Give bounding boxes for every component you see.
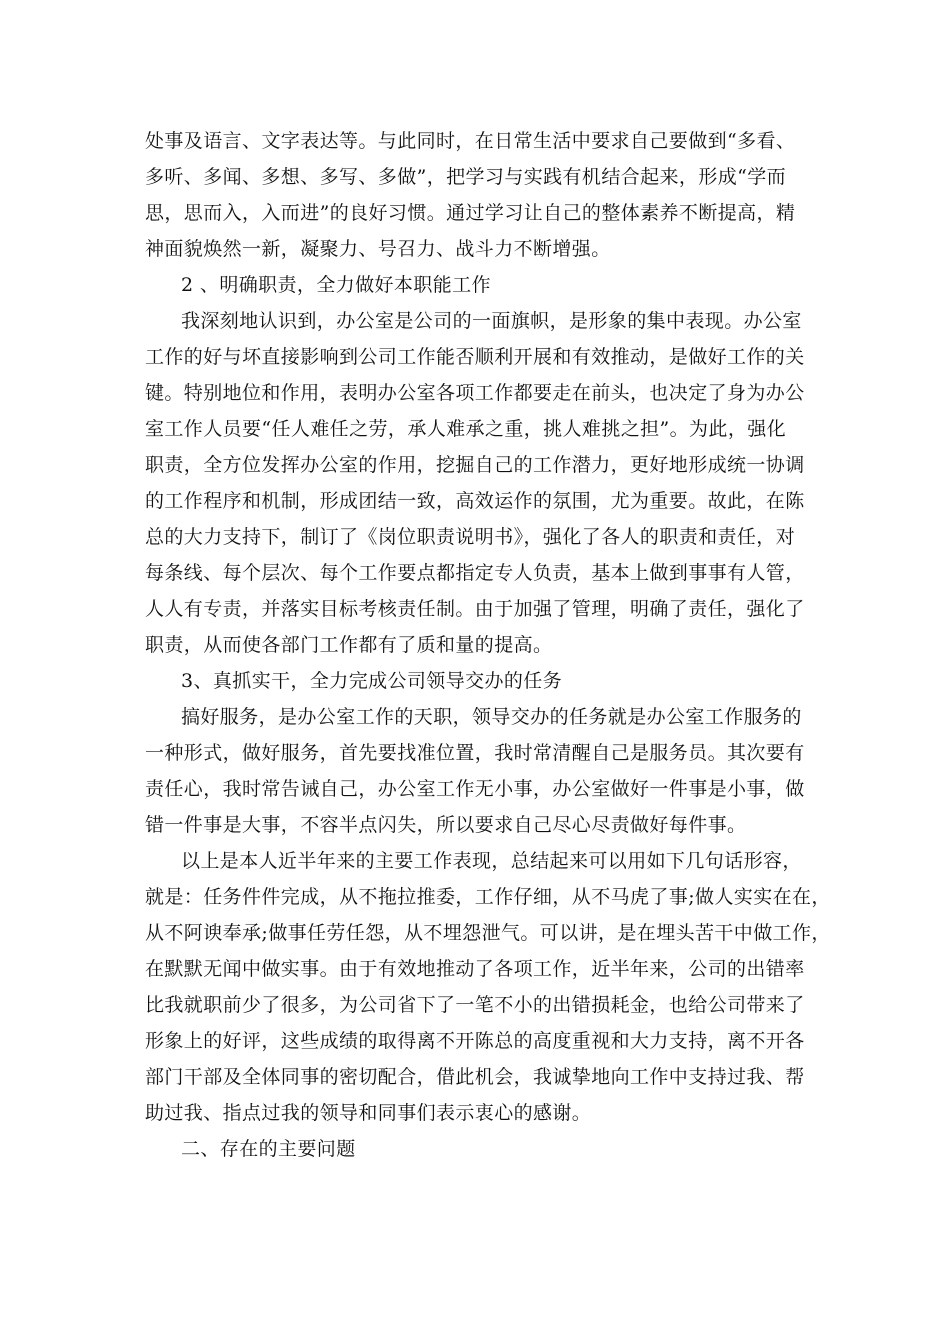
text-line: 的工作程序和机制，形成团结一致，高效运作的氛围，尤为重要。故此，在陈 (145, 490, 805, 512)
text-line: 错一件事是大事，不容半点闪失，所以要求自己尽心尽责做好每件事。 (145, 814, 747, 836)
text-line: 每条线、每个层次、每个工作要点都指定专人负责，基本上做到事事有人管， (145, 562, 805, 584)
text-line: 思，思而入，入而进”的良好习惯。通过学习让自己的整体素养不断提高，精 (145, 202, 796, 224)
text-line: 职责，全方位发挥办公室的作用，挖掘自己的工作潜力，更好地形成统一协调 (145, 454, 805, 476)
text-line: 多听、多闻、多想、多写、多做”，把学习与实践有机结合起来，形成“学而 (145, 166, 787, 188)
text-line: 室工作人员要“任人难任之劳，承人难承之重，挑人难挑之担”。为此，强化 (145, 418, 787, 440)
section-heading-two: 二、存在的主要问题 (181, 1138, 356, 1160)
text-line: 责任心，我时常告诫自己，办公室工作无小事，办公室做好一件事是小事，做 (145, 778, 805, 800)
text-line: 人人有专责，并落实目标考核责任制。由于加强了管理，明确了责任，强化了 (145, 598, 805, 620)
text-line: 键。特别地位和作用，表明办公室各项工作都要走在前头，也决定了身为办公 (145, 382, 805, 404)
text-line: 总的大力支持下，制订了《岗位职责说明书》，强化了各人的职责和责任，对 (145, 526, 796, 548)
text-line: 一种形式，做好服务，首先要找准位置，我时常清醒自己是服务员。其次要有 (145, 742, 805, 764)
text-line: 部门干部及全体同事的密切配合，借此机会，我诚挚地向工作中支持过我、帮 (145, 1066, 805, 1088)
text-line: 职责，从而使各部门工作都有了质和量的提高。 (145, 634, 553, 656)
section-heading-2: 2 、明确职责，全力做好本职能工作 (181, 274, 491, 296)
section-heading-3: 3、真抓实干，全力完成公司领导交办的任务 (181, 670, 563, 692)
text-line: 助过我、指点过我的领导和同事们表示衷心的感谢。 (145, 1102, 592, 1124)
text-line: 形象上的好评，这些成绩的取得离不开陈总的高度重视和大力支持，离不开各 (145, 1030, 805, 1052)
text-line: 搞好服务，是办公室工作的天职，领导交办的任务就是办公室工作服务的 (181, 706, 802, 728)
text-line: 工作的好与坏直接影响到公司工作能否顺利开展和有效推动，是做好工作的关 (145, 346, 805, 368)
text-line: 从不阿谀奉承;做事任劳任怨，从不埋怨泄气。可以讲，是在埋头苦干中做工作， (145, 922, 831, 944)
text-line: 在默默无闻中做实事。由于有效地推动了各项工作，近半年来，公司的出错率 (145, 958, 805, 980)
text-line: 我深刻地认识到，办公室是公司的一面旗帜，是形象的集中表现。办公室 (181, 310, 802, 332)
text-line: 比我就职前少了很多，为公司省下了一笔不小的出错损耗金，也给公司带来了 (145, 994, 805, 1016)
text-line: 神面貌焕然一新，凝聚力、号召力、战斗力不断增强。 (145, 238, 611, 260)
text-line: 就是：任务件件完成，从不拖拉推委，工作仔细，从不马虎了事;做人实实在在， (145, 886, 831, 908)
text-line: 处事及语言、文字表达等。与此同时，在日常生活中要求自己要做到“多看、 (145, 130, 796, 152)
text-line: 以上是本人近半年来的主要工作表现，总结起来可以用如下几句话形容， (181, 850, 802, 872)
